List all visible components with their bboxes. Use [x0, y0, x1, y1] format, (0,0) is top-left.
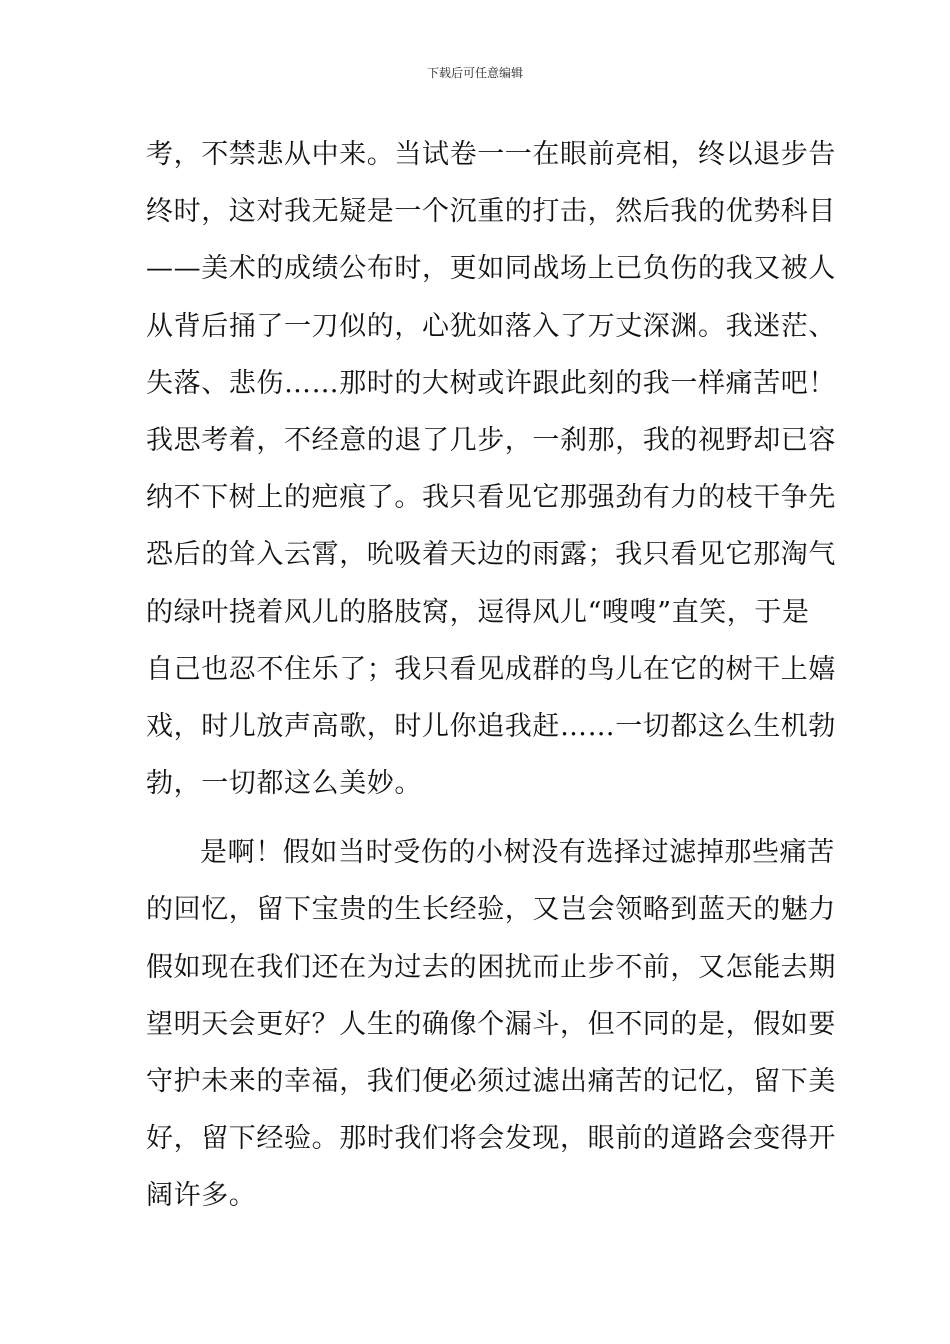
paragraph-line: 戏，时儿放声高歌，时儿你追我赶……一切都这么生机勃	[146, 710, 836, 742]
paragraph-line: 是啊！假如当时受伤的小树没有选择过滤掉那些痛苦	[200, 837, 835, 869]
paragraph-line: 从背后捅了一刀似的，心犹如落入了万丈深渊。我迷茫、	[146, 310, 836, 342]
paragraph-line: 假如现在我们还在为过去的困扰而止步不前，又怎能去期	[146, 951, 836, 983]
paragraph-2	[146, 824, 836, 1224]
paragraph-line: ——美术的成绩公布时，更如同战场上已负伤的我又被人	[146, 253, 836, 285]
paragraph-line: 勃，一切都这么美妙。	[146, 768, 422, 800]
paragraph-line: 守护未来的幸福，我们便必须过滤出痛苦的记忆，留下美	[146, 1066, 836, 1097]
paragraph-line: 的回忆，留下宝贵的生长经验，又岂会领略到蓝天的魅力	[146, 894, 836, 926]
paragraph-line: 我思考着，不经意的退了几步，一刹那，我的视野却已容	[146, 424, 836, 456]
paragraph-line: 阔许多。	[146, 1180, 257, 1212]
paragraph-line: 望明天会更好？人生的确像个漏斗，但不同的是，假如要	[146, 1008, 836, 1040]
paragraph-line: 的绿叶挠着风儿的胳肢窝，逗得风儿“嗖嗖”直笑，于是	[146, 596, 810, 628]
paragraph-line: 自己也忍不住乐了；我只看见成群的鸟儿在它的树干上嬉	[146, 653, 836, 685]
paragraph-line: 失落、悲伤……那时的大树或许跟此刻的我一样痛苦吧！	[146, 367, 836, 399]
document-body	[146, 126, 836, 1225]
page-header: 下载后可任意编辑	[426, 66, 523, 80]
paragraph-line: 恐后的耸入云霄，吮吸着天边的雨露；我只看见它那淘气	[146, 539, 836, 571]
paragraph-line: 考，不禁悲从中来。当试卷一一在眼前亮相，终以退步告	[146, 139, 836, 170]
paragraph-line: 纳不下树上的疤痕了。我只看见它那强劲有力的枝干争先	[146, 482, 836, 514]
paragraph-line: 好，留下经验。那时我们将会发现，眼前的道路会变得开	[146, 1123, 836, 1155]
paragraph-line: 终时，这对我无疑是一个沉重的打击，然后我的优势科目	[146, 196, 836, 228]
paragraph-1	[146, 126, 836, 812]
